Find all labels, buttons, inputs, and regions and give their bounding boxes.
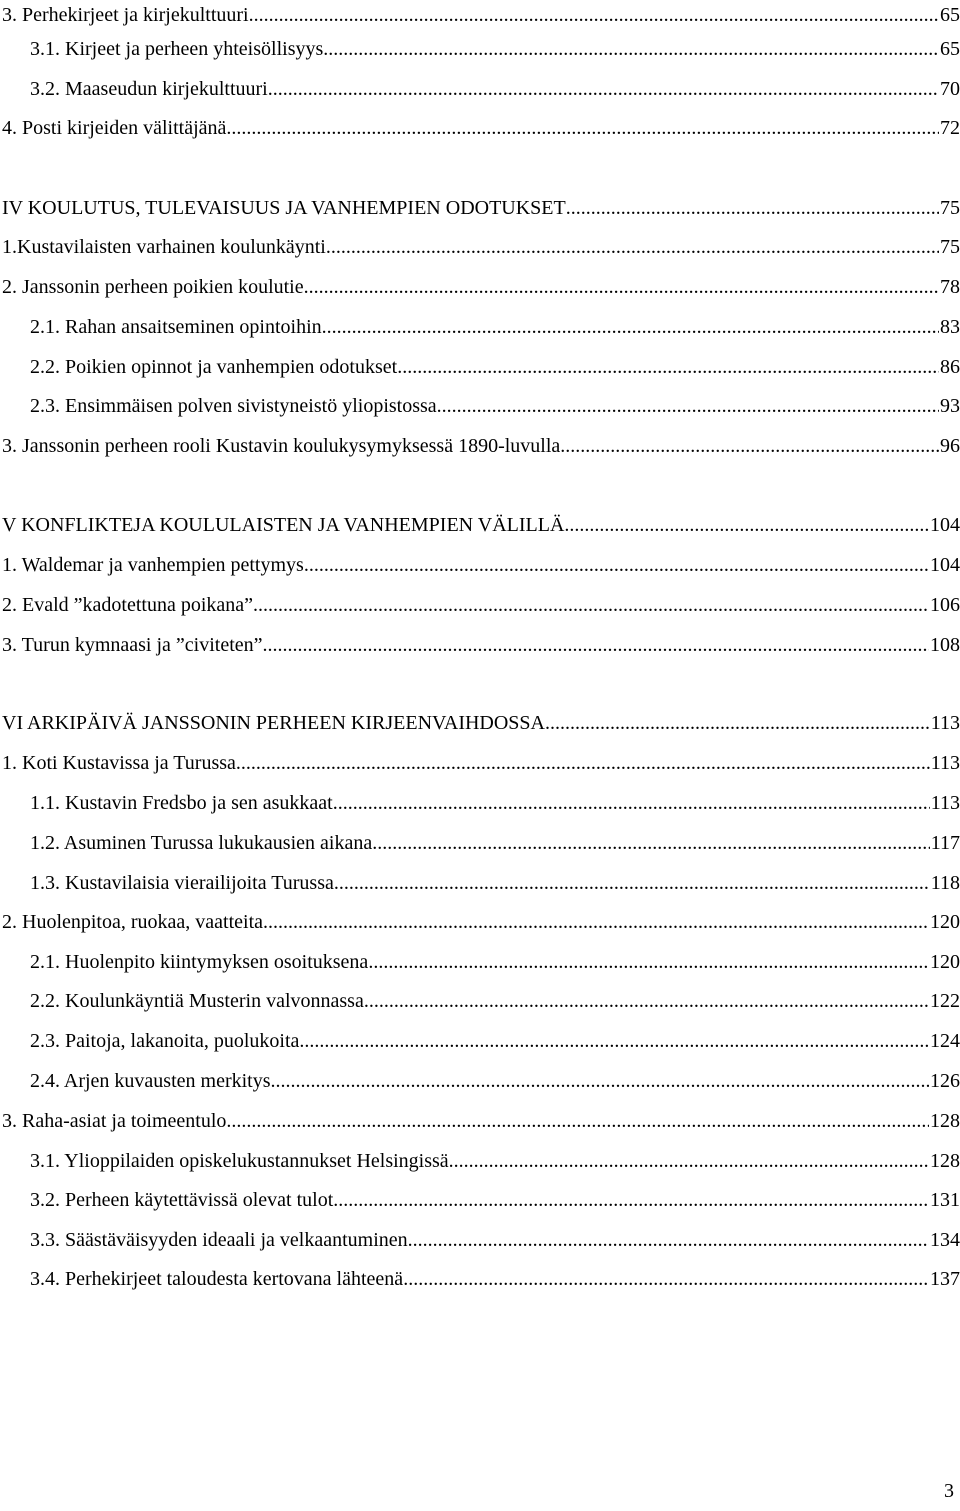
toc-leader [304,272,939,302]
toc-entry-page: 108 [930,634,960,656]
toc-entry-label: V KONFLIKTEJA KOULULAISTEN JA VANHEMPIEN VÄLILLÄ [2,514,565,536]
toc-entry-label: 3.3. Säästäväisyyden ideaali ja velkaantuminen [30,1229,408,1251]
toc-entry-label: 3. Raha-asiat ja toimeentulo [2,1110,227,1132]
toc-leader [437,391,939,421]
toc-leader [271,1066,929,1096]
toc-entry-label: 3. Perhekirjeet ja kirjekulttuuri [2,4,249,26]
toc-leader [263,907,929,937]
toc-entry-page: 118 [930,872,960,894]
toc-entry-label: 2.1. Huolenpito kiintymyksen osoituksena [30,951,369,973]
toc-entry-label: 1. Waldemar ja vanhempien pettymys [2,554,304,576]
toc-leader [449,1146,929,1176]
toc-entry-label: 2. Evald ”kadotettuna poikana” [2,594,254,616]
toc-entry [0,0,960,30]
toc-entry [0,1225,960,1255]
toc-entry [0,391,960,421]
toc-entry-label: 4. Posti kirjeiden välittäjänä [2,117,227,139]
toc-leader [322,312,939,342]
toc-entry-page: 65 [940,38,960,60]
toc-entry-page: 137 [930,1268,960,1290]
toc-leader [226,113,939,143]
toc-entry [0,193,960,223]
toc-entry [0,708,960,738]
toc-entry-label: 1.Kustavilaisten varhainen koulunkäynti [2,236,326,258]
toc-entry-label: 2.3. Ensimmäisen polven sivistyneistö yliopistossa [30,395,437,417]
toc-entry [0,868,960,898]
toc-entry [0,1185,960,1215]
toc-entry-label: 3.1. Kirjeet ja perheen yhteisöllisyys [30,38,324,60]
toc-entry-page: 78 [940,276,960,298]
toc-leader [253,590,929,620]
toc-entry-label: 2. Janssonin perheen poikien koulutie [2,276,304,298]
toc-entry-label: 1.3. Kustavilaisia vierailijoita Turussa [30,872,334,894]
toc-leader [236,748,930,778]
toc-entry [0,907,960,937]
toc-entry-label: 2.1. Rahan ansaitseminen opintoihin [30,316,322,338]
toc-entry-label: 1. Koti Kustavissa ja Turussa [2,752,236,774]
toc-entry [0,1026,960,1056]
toc-entry [0,510,960,540]
toc-entry-page: 96 [940,435,960,457]
toc-entry [0,630,960,660]
toc-leader [566,193,939,223]
toc-leader [263,630,929,660]
toc-entry [0,986,960,1016]
toc-leader [304,550,929,580]
page-number: 3 [944,1480,954,1502]
toc-entry-label: VI ARKIPÄIVÄ JANSSONIN PERHEEN KIRJEENVAIHDOSSA [2,712,545,734]
toc-entry [0,1066,960,1096]
toc-entry-page: 128 [930,1110,960,1132]
toc-leader [397,352,939,382]
toc-entry [0,788,960,818]
toc-entry-page: 113 [930,792,960,814]
toc-entry-page: 75 [940,236,960,258]
toc-entry-label: 2.3. Paitoja, lakanoita, puolukoita [30,1030,300,1052]
toc-entry-label: 3.1. Ylioppilaiden opiskelukustannukset Helsingissä [30,1150,449,1172]
toc-entry-page: 86 [940,356,960,378]
toc-entry-label: 1.1. Kustavin Fredsbo ja sen asukkaat [30,792,333,814]
toc-entry [0,74,960,104]
toc-entry [0,232,960,262]
toc-entry-page: 113 [930,712,960,734]
toc-leader [334,868,930,898]
toc-leader [333,1185,929,1215]
toc-entry-page: 131 [930,1189,960,1211]
toc-entry [0,828,960,858]
toc-leader [323,34,939,64]
toc-entry [0,550,960,580]
toc-leader [368,947,929,977]
toc-entry-page: 134 [930,1229,960,1251]
toc-entry-page: 106 [930,594,960,616]
toc-entry [0,431,960,461]
toc-entry-page: 124 [930,1030,960,1052]
toc-leader [299,1026,929,1056]
toc-entry [0,113,960,143]
toc-entry-label: IV KOULUTUS, TULEVAISUUS JA VANHEMPIEN ODOTUKSET [2,197,566,219]
toc-leader [545,708,930,738]
toc-leader [564,510,929,540]
toc-entry [0,947,960,977]
toc-entry-label: 3. Janssonin perheen rooli Kustavin koulukysymyksessä 1890-luvulla [2,435,561,457]
toc-entry-label: 3.4. Perhekirjeet taloudesta kertovana lähteenä [30,1268,404,1290]
toc-entry-page: 93 [940,395,960,417]
toc-entry [0,272,960,302]
toc-entry-label: 3.2. Perheen käytettävissä olevat tulot [30,1189,334,1211]
toc-entry-page: 120 [930,911,960,933]
toc-entry-page: 126 [930,1070,960,1092]
toc-entry [0,590,960,620]
toc-entry [0,312,960,342]
toc-entry-page: 120 [930,951,960,973]
toc-entry-label: 3. Turun kymnaasi ja ”civiteten” [2,634,263,656]
toc-leader [372,828,930,858]
toc-entry [0,352,960,382]
toc-entry-page: 128 [930,1150,960,1172]
toc-leader [403,1264,929,1294]
toc-entry-page: 83 [940,316,960,338]
toc-entry-label: 2.2. Koulunkäyntiä Musterin valvonnassa [30,990,364,1012]
toc-entry-page: 104 [930,554,960,576]
toc-leader [268,74,939,104]
toc-entry-page: 117 [930,832,960,854]
toc-entry-page: 122 [930,990,960,1012]
toc-leader [326,232,939,262]
toc-entry-label: 2. Huolenpitoa, ruokaa, vaatteita [2,911,264,933]
toc-leader [408,1225,929,1255]
toc-entry-page: 70 [940,78,960,100]
toc-entry-label: 2.2. Poikien opinnot ja vanhempien odotukset [30,356,398,378]
toc-entry-page: 104 [930,514,960,536]
toc-entry-page: 75 [940,197,960,219]
toc-entry-label: 3.2. Maaseudun kirjekulttuuri [30,78,268,100]
toc-entry [0,1146,960,1176]
toc-entry-label: 2.4. Arjen kuvausten merkitys [30,1070,271,1092]
toc-entry-page: 72 [940,117,960,139]
toc-entry-label: 1.2. Asuminen Turussa lukukausien aikana [30,832,373,854]
toc-leader [226,1106,929,1136]
toc-entry [0,1106,960,1136]
toc-leader [249,0,939,30]
toc-leader [364,986,929,1016]
toc-entry [0,1264,960,1294]
toc-leader [560,431,939,461]
toc-entry [0,748,960,778]
toc-leader [333,788,930,818]
toc-entry-page: 113 [930,752,960,774]
toc-entry-page: 65 [940,4,960,26]
toc-entry [0,34,960,64]
